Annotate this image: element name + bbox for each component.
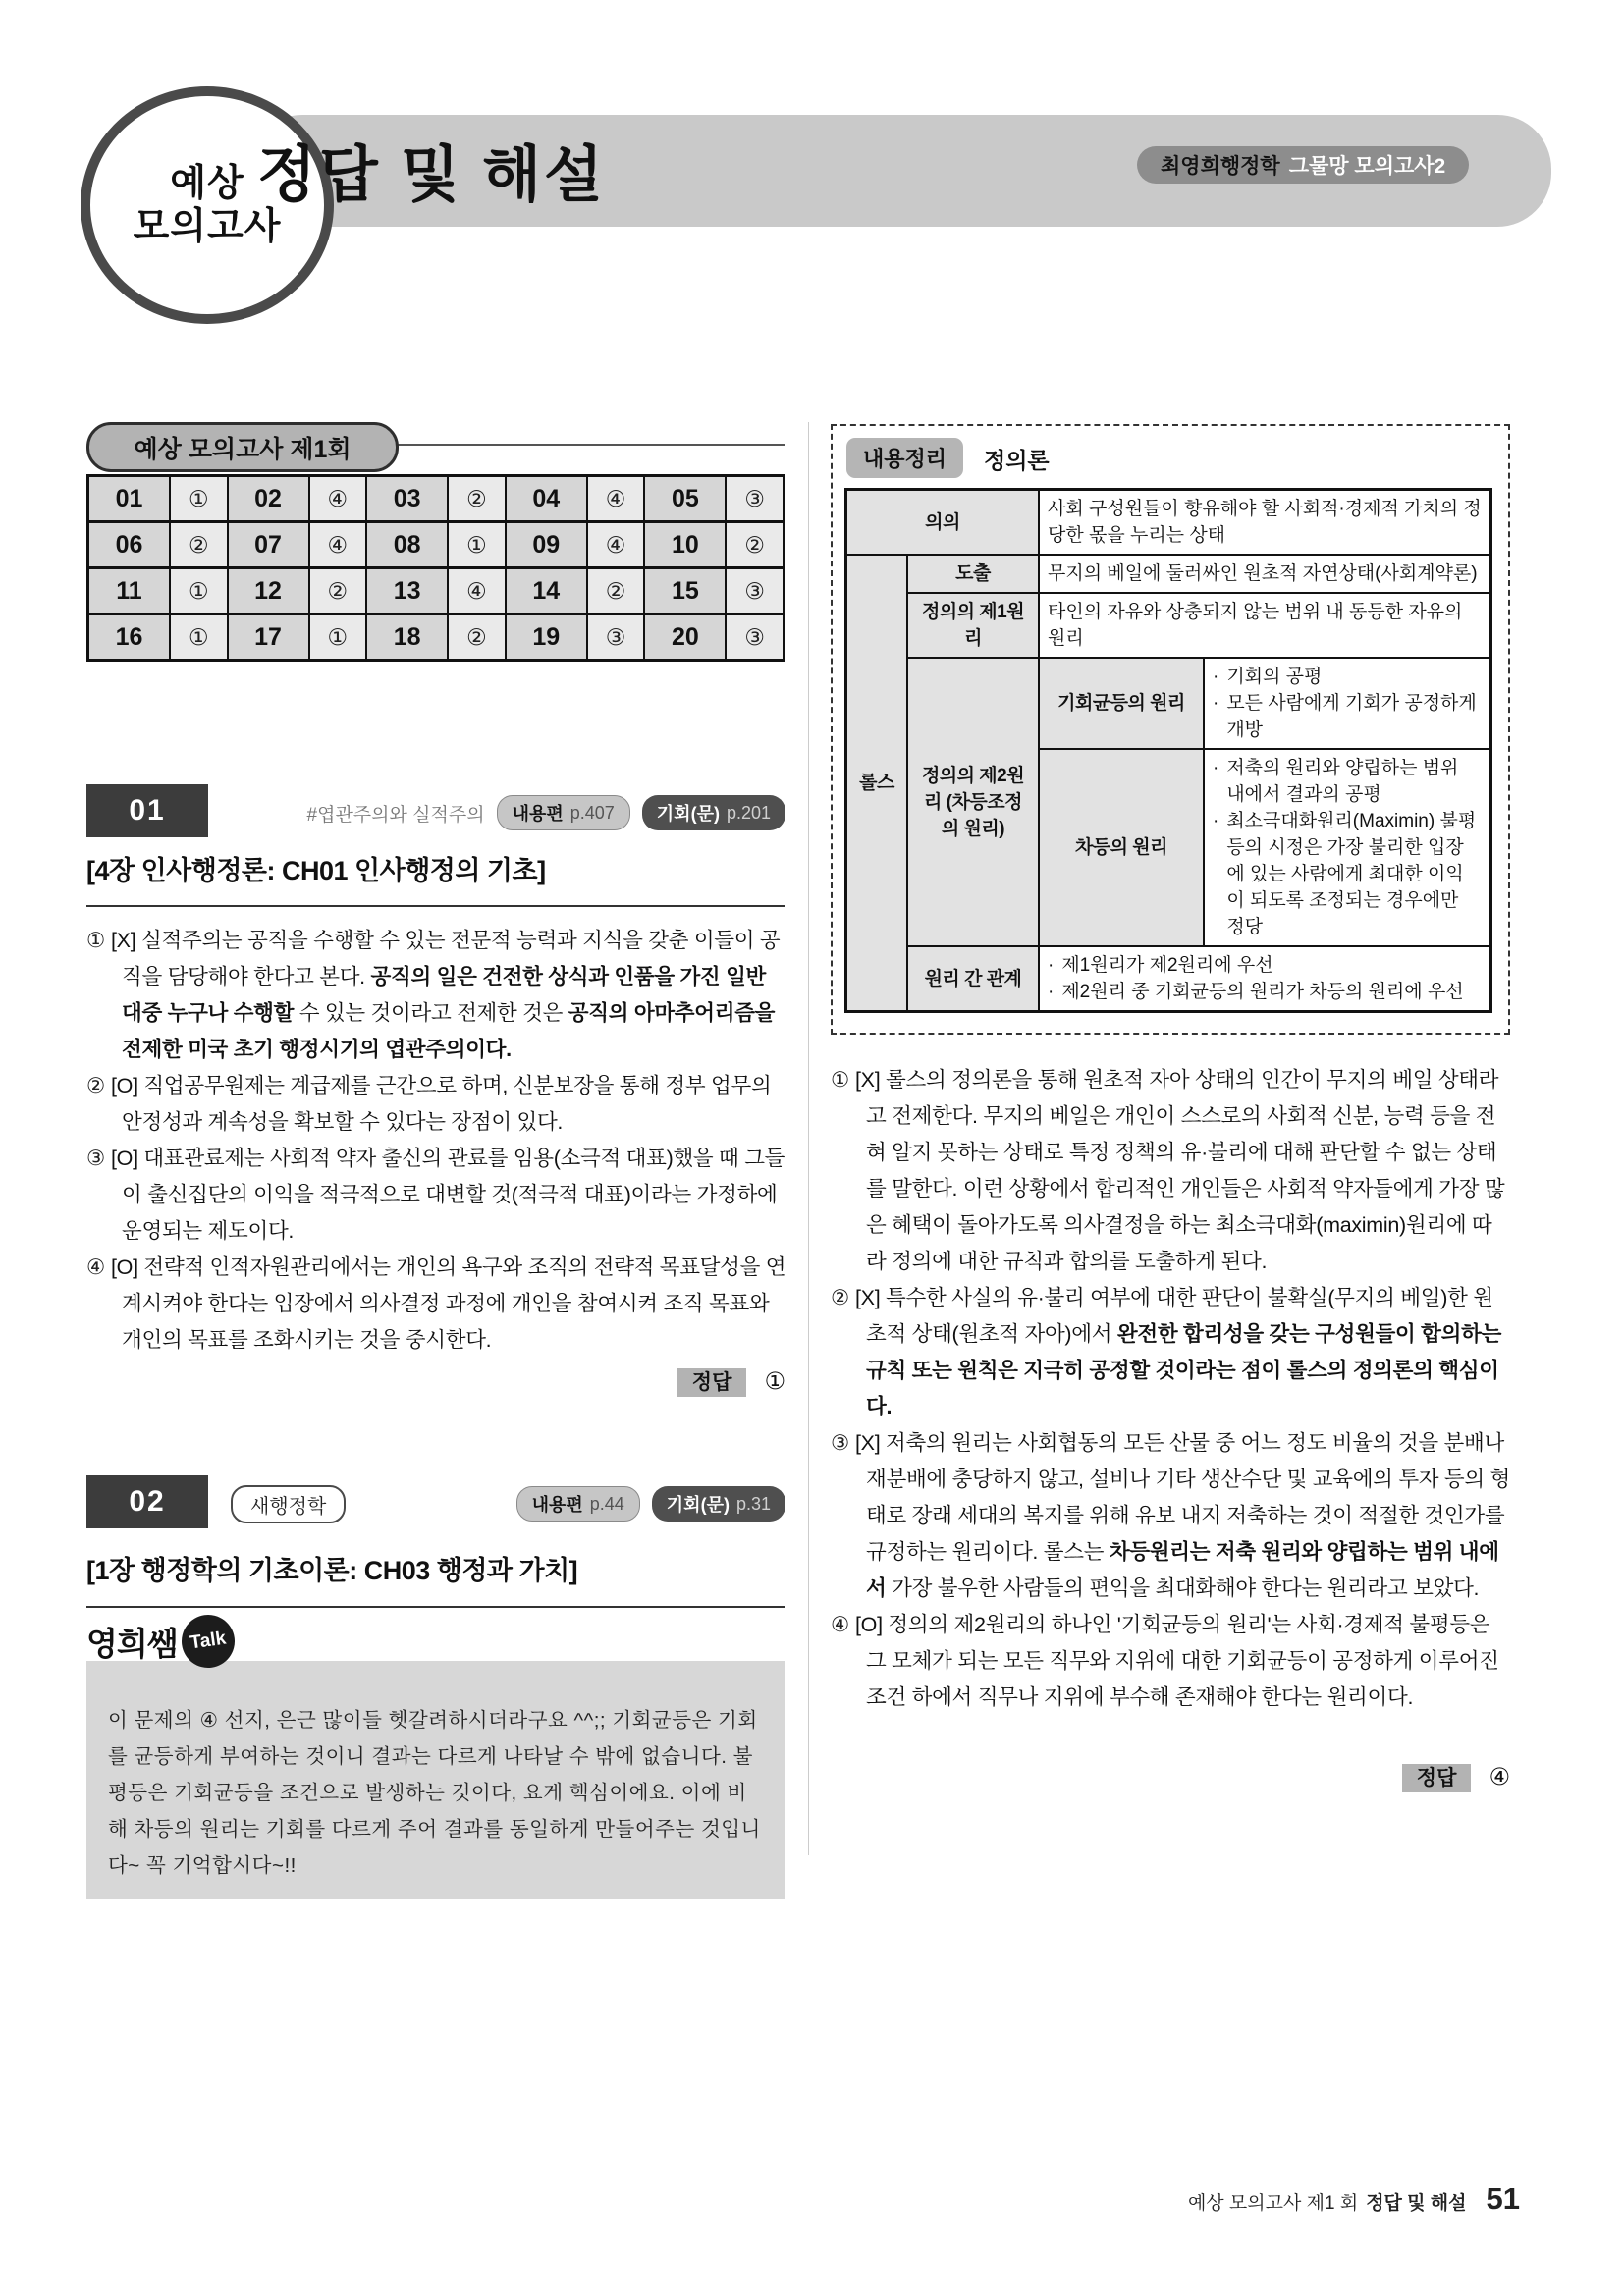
q-answer: ① [170,568,228,614]
item-text: [X] 실적주의는 공직을 수행할 수 있는 전문적 능력과 지식을 갖춘 이들이 공직을 담당해야 한다고 본다. 공직의 일은 건전한 상식과 인품을 가진 일반 대중 누구나 수행할 수 있는 것이라고 전제한 것은 공직의 아마추어리즘을 전제한 미국 초기 행정시기의 엽관주의이다. [110,929,781,1061]
row-label: 정의의 제1원리 [907,593,1039,658]
table-row [846,593,1491,658]
table-row [846,658,1491,749]
item-marker: ④ [86,1255,105,1279]
q-number: 05 [644,476,726,522]
explanation-item-2 [831,1280,1510,1425]
talk-badge-icon: Talk [178,1612,238,1672]
q-answer: ② [587,568,645,614]
item-text: [X] 롤스의 정의론을 통해 원초적 자아 상태의 인간이 무지의 베일 상태라고 전제한다. 무지의 베일은 개인이 스스로의 사회적 신분, 능력 등을 전혀 알지 못하는 상태로 특정 정책의 유·불리에 대해 판단할 수 없는 상태를 말한다. 이런 상황에서 합리적인 개인들은 사회적 약자들에게 가장 많은 혜택이 돌아가도록 의사결정을 하는 최소극대화(maximin)원리에 따라 정의에 대한 규칙과 합의를 도출하게 된다. [854,1068,1505,1273]
item-text: [O] 직업공무원제는 계급제를 근간으로 하며, 신분보장을 통해 정부 업무의 안정성과 계속성을 확보할 수 있다는 장점이 있다. [110,1074,772,1134]
ref-label: 내용편 [531,1495,583,1515]
heading-rule [86,905,785,907]
ref-page: p.31 [735,1493,771,1514]
answer-value: ① [764,1368,785,1395]
q-number: 12 [228,568,309,614]
workbook-ref-badge [652,1486,785,1522]
exam-type-line2: 모의고사 [133,206,282,247]
subject-tag: 새행정학 [231,1485,346,1523]
teacher-talk-box: 이 문제의 ④ 선지, 은근 많이들 헷갈려하시더라구요 ^^;; 기회균등은 기회를 균등하게 부여하는 것이니 결과는 다르게 나타날 수 밖에 없습니다. 불평등은 기회균등을 조건으로 발생하는 것이다, 요게 핵심이에요. 이에 비해 차등의 원리는 기회를 다르게 주어 결과를 동일하게 만들어주는 것입니다~ 꼭 기억합시다~!! [86,1661,785,1899]
content-book-ref-badge [516,1486,640,1522]
q-answer: ③ [587,614,645,661]
q-number: 10 [644,522,726,568]
ref-page: p.201 [726,802,771,823]
question-02-explanation [831,1062,1510,1716]
row-label: 차등의 원리 [1039,749,1204,946]
q-answer: ① [170,614,228,661]
answer-key-row [88,568,785,614]
question-01-explanation [86,923,787,1359]
row-text: 타인의 자유와 상충되지 않는 범위 내 동등한 자유의 원리 [1039,593,1491,658]
answer-key-label: 예상 모의고사 제1회 [86,422,399,472]
q-answer: ② [448,476,506,522]
question-01-number: 01 [86,784,208,837]
question-02-number: 02 [86,1475,208,1528]
row-text: 무지의 베일에 둘러싸인 원초적 자연상태(사회계약론) [1039,555,1491,593]
table-row [846,490,1491,556]
row-label: 의의 [846,490,1040,556]
q-answer: ① [448,522,506,568]
q-answer: ③ [726,614,784,661]
row-label: 원리 간 관계 [907,946,1039,1012]
q-number: 07 [228,522,309,568]
item-marker: ② [86,1074,105,1097]
row-label: 기회균등의 원리 [1039,658,1204,749]
content-book-ref-badge [497,795,630,830]
explanation-item-2 [86,1068,787,1141]
question-01-chapter-heading: [4장 인사행정론: CH01 인사행정의 기초] [86,856,546,885]
row-bullets: · 제1원리가 제2원리에 우선 · 제2원리 중 기회균등의 원리가 차등의 원리에 우선 [1039,946,1491,1012]
question-02-chapter-heading: [1장 행정학의 기초이론: CH03 행정과 가치] [86,1556,578,1585]
table-row [846,555,1491,593]
explanation-item-3 [831,1425,1510,1607]
q-answer: ③ [726,568,784,614]
q-answer: ③ [726,476,784,522]
q-answer: ④ [587,476,645,522]
teacher-name: 영희쌤 [86,1625,178,1662]
q-answer: ② [726,522,784,568]
heading-rule [86,1606,785,1608]
series-author: 최영희행정학 [1161,155,1280,178]
answer-key-rule [383,444,785,446]
justice-theory-table [844,488,1492,1013]
footer-section: 예상 모의고사 제1 회 [1187,2193,1359,2214]
ref-page: p.44 [589,1493,624,1514]
item-marker: ② [831,1286,849,1309]
item-marker: ③ [831,1431,849,1455]
page-number: 51 [1486,2181,1520,2216]
q-number: 20 [644,614,726,661]
item-text: [O] 전략적 인적자원관리에서는 개인의 욕구와 조직의 전략적 목표달성을 연계시켜야 한다는 입장에서 의사결정 과정에 개인을 참여시켜 조직 목표와 개인의 목표를 조화시키는 것을 중시한다. [110,1255,786,1352]
question-01-answer [86,1366,785,1396]
table-row [846,946,1491,1012]
q-answer: ② [448,614,506,661]
ref-label: 내용편 [512,804,564,824]
answer-chip: 정답 [677,1368,747,1397]
column-separator [808,422,809,1855]
footer-title: 정답 및 해설 [1366,2193,1467,2214]
row-bullets: · 기회의 공평 · 모든 사람에게 기회가 공정하게 개방 [1204,658,1491,749]
teacher-talk-label [86,1615,235,1668]
explanation-item-3 [86,1141,787,1250]
q-number: 01 [88,476,170,522]
item-text: [X] 저축의 원리는 사회협동의 모든 산물 중 어느 정도 비율의 것을 분배나 재분배에 충당하지 않고, 설비나 기타 생산수단 및 교육에의 투자 등의 형태로 장래 세대의 복지를 위해 유보 내지 저축하는 것이 적절한 것인가를 규정하는 원리이다. 롤스는 차등원리는 저축 원리와 양립하는 범위 내에서 가장 불우한 사람들의 편익을 최대화해야 한다는 원리라고 보았다. [854,1431,1511,1600]
ref-label: 기회(문) [666,1495,730,1515]
q-number: 15 [644,568,726,614]
item-marker: ④ [831,1613,849,1636]
question-02-answer [831,1762,1510,1791]
item-marker: ③ [86,1147,105,1170]
row-text: 사회 구성원들이 향유해야 할 사회적·경제적 가치의 정당한 몫을 누리는 상태 [1039,490,1491,556]
answer-key-row [88,614,785,661]
ref-page: p.407 [569,802,615,823]
row-label: 도출 [907,555,1039,593]
answer-value: ④ [1489,1764,1510,1790]
q-answer: ④ [448,568,506,614]
item-text: [O] 정의의 제2원리의 하나인 '기회균등의 원리'는 사회·경제적 불평등은 그 모체가 되는 모든 직무와 지위에 대한 기회균등이 공정하게 이루어진 조건 하에서 직무나 지위에 부수해 존재해야 한다는 원리이다. [854,1613,1499,1709]
answer-key-row [88,476,785,522]
q-number: 19 [506,614,587,661]
item-text: [X] 특수한 사실의 유·불리 여부에 대한 판단이 불확실(무지의 베일)한 원초적 상태(원초적 자아)에서 완전한 합리성을 갖는 구성원들이 합의하는 규칙 또는 원칙은 지극히 공정할 것이라는 점이 롤스의 정의론의 핵심이다. [854,1286,1502,1418]
page-title: 정답 및 해설 [257,141,606,209]
explanation-item-1 [86,923,787,1068]
second-principle-label: 정의의 제2원리 (차등조정의 원리) [907,658,1039,946]
item-marker: ① [831,1068,849,1092]
question-02-tags [393,1486,785,1522]
q-number: 13 [366,568,448,614]
q-answer: ② [309,568,367,614]
q-number: 14 [506,568,587,614]
answer-chip: 정답 [1402,1764,1472,1792]
series-badge [1137,146,1469,184]
workbook-ref-badge [642,795,785,830]
q-number: 16 [88,614,170,661]
q-number: 06 [88,522,170,568]
answer-key-row [88,522,785,568]
q-answer: ② [170,522,228,568]
explanation-item-1 [831,1062,1510,1280]
page-footer [884,2181,1520,2216]
exam-type-line1: 예상 [170,163,244,204]
q-number: 08 [366,522,448,568]
q-number: 17 [228,614,309,661]
q-answer: ④ [587,522,645,568]
q-answer: ④ [309,476,367,522]
answer-key-table [86,474,785,662]
explanation-item-4 [86,1250,787,1359]
q-number: 11 [88,568,170,614]
q-answer: ① [309,614,367,661]
q-number: 02 [228,476,309,522]
item-marker: ① [86,929,105,952]
q-answer: ④ [309,522,367,568]
q-number: 18 [366,614,448,661]
explanation-item-4 [831,1607,1510,1716]
q-number: 04 [506,476,587,522]
q-number: 09 [506,522,587,568]
question-01-tags [295,795,785,830]
q-number: 03 [366,476,448,522]
item-text: [O] 대표관료제는 사회적 약자 출신의 관료를 임용(소극적 대표)했을 때 그들이 출신집단의 이익을 적극적으로 대변할 것(적극적 대표)이라는 가정하에 운영되는 제도이다. [110,1147,785,1243]
row-bullets: · 저축의 원리와 양립하는 범위 내에서 결과의 공평 · 최소극대화원리(Maximin) 불평등의 시정은 가장 불리한 입장에 있는 사람에게 최대한 이익이 되도록 조정되는 경우에만 정당 [1204,749,1491,946]
ref-label: 기회(문) [656,804,720,824]
summary-badge: 내용정리 [846,438,963,478]
series-name: 그물망 모의고사2 [1288,155,1446,178]
summary-title: 정의론 [984,448,1050,473]
topic-hashtag: #엽관주의와 실적주의 [306,804,485,826]
rawls-label: 롤스 [846,555,908,1012]
q-answer: ① [170,476,228,522]
